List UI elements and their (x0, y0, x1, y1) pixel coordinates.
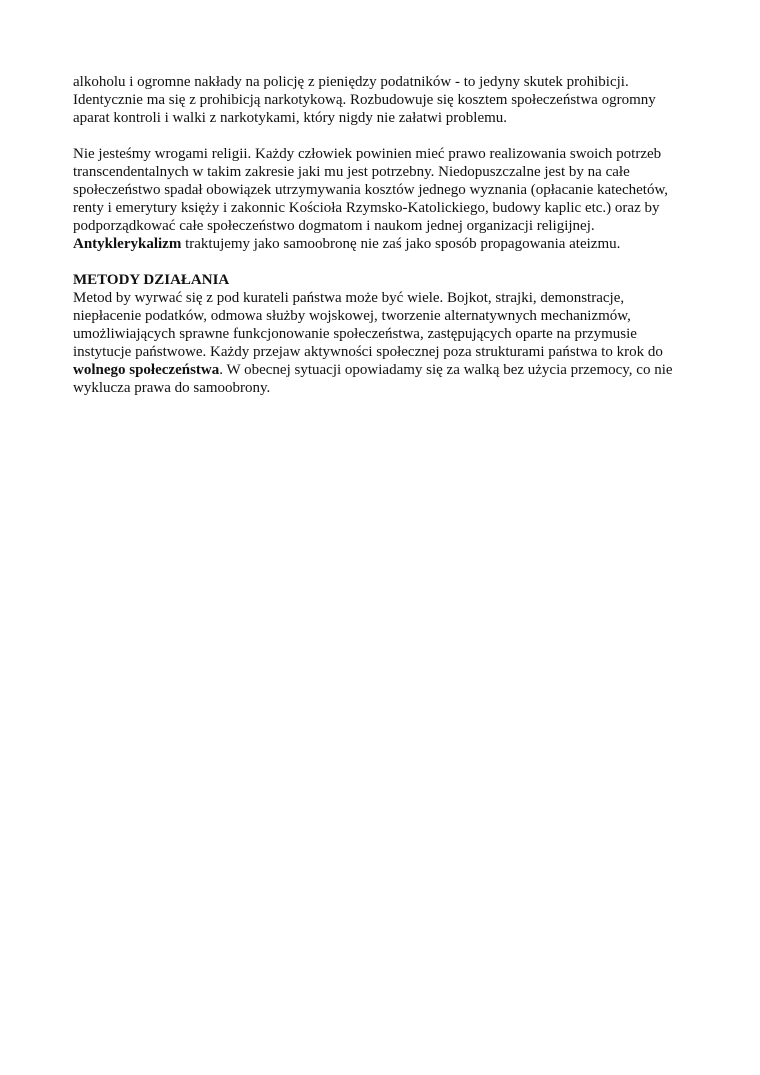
heading-text: METODY DZIAŁANIA (73, 272, 230, 288)
text-line: instytucje państwowe. Każdy przejaw aktywności społecznej poza strukturami państwa to krok do (73, 344, 663, 360)
text-line: wyklucza prawa do samoobrony. (73, 380, 271, 396)
text-line: Identycznie ma się z prohibicją narkotykową. Rozbudowuje się kosztem społeczeństwa ogromny (73, 92, 656, 108)
bold-term-antyklerykalizm: Antyklerykalizm (73, 236, 182, 252)
section-methods (73, 271, 713, 397)
text-fragment: . W obecnej sytuacji opowiadamy się za walką bez użycia przemocy, co nie (219, 362, 673, 378)
text-line (73, 361, 713, 379)
section-heading (73, 271, 713, 289)
text-line: umożliwiających sprawne funkcjonowanie społeczeństwa, zastępujących oparte na przymusie (73, 326, 637, 342)
document-body (73, 73, 713, 397)
text-line: renty i emerytury księży i zakonnic Kościoła Rzymsko-Katolickiego, budowy kaplic etc.) oraz by (73, 200, 660, 216)
text-line: Metod by wyrwać się z pod kurateli państwa może być wiele. Bojkot, strajki, demonstracje, (73, 290, 625, 306)
text-line: społeczeństwo spadał obowiązek utrzymywania kosztów jednego wyznania (opłacanie katechetów, (73, 182, 669, 198)
text-line (73, 235, 713, 253)
bold-term-wolne-spoleczenstwo: wolnego społeczeństwa (73, 362, 220, 378)
text-line: niepłacenie podatków, odmowa służby wojskowej, tworzenie alternatywnych mechanizmów, (73, 308, 631, 324)
text-fragment: traktujemy jako samoobronę nie zaś jako sposób propagowania ateizmu. (181, 236, 621, 252)
text-line: podporządkować całe społeczeństwo dogmatom i naukom jednej organizacji religijnej. (73, 218, 595, 234)
text-line: transcendentalnych w takim zakresie jaki mu jest potrzebny. Niedopuszczalne jest by na całe (73, 164, 630, 180)
paragraph-religion (73, 145, 713, 253)
text-line: alkoholu i ogromne nakłady na policję z pieniędzy podatników - to jedyny skutek prohibicji. (73, 74, 629, 90)
paragraph-prohibition (73, 73, 713, 127)
text-line: Nie jesteśmy wrogami religii. Każdy człowiek powinien mieć prawo realizowania swoich potrzeb (73, 146, 662, 162)
text-line: aparat kontroli i walki z narkotykami, który nigdy nie załatwi problemu. (73, 110, 508, 126)
paragraph-gap (73, 127, 713, 145)
paragraph-gap (73, 253, 713, 271)
